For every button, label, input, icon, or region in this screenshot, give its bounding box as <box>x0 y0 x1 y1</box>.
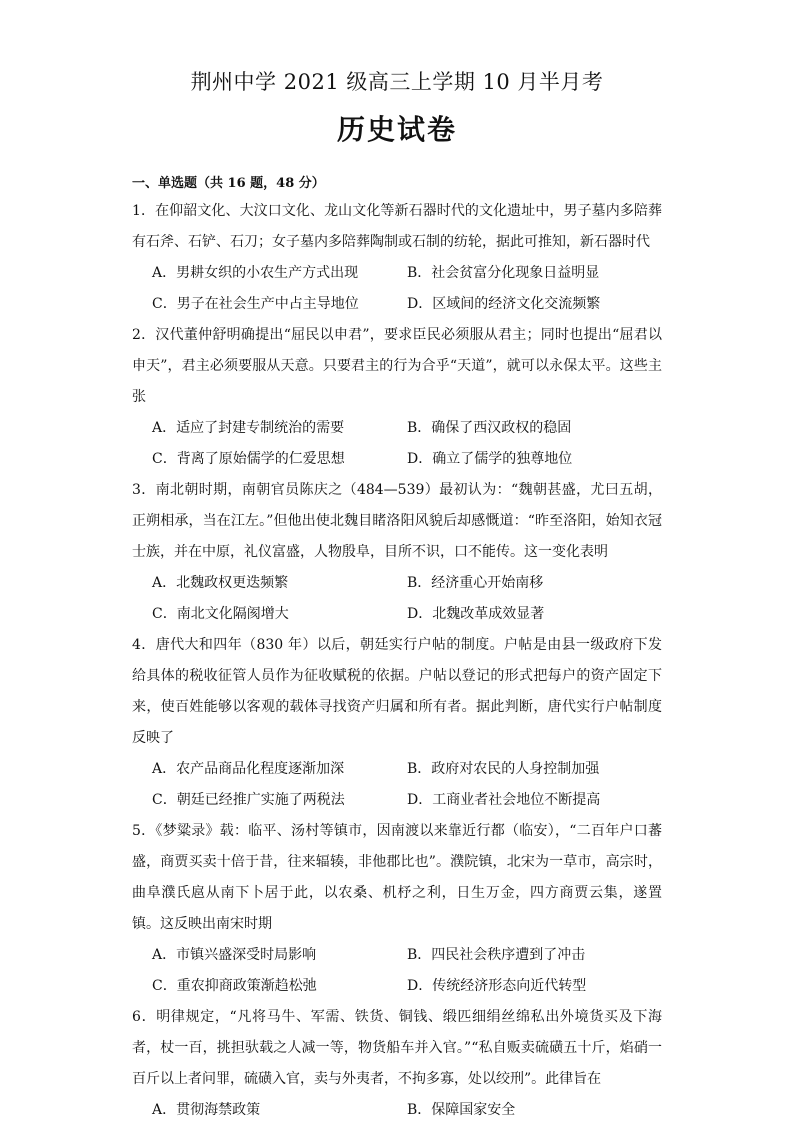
option-a: A．北魏政权更迭频繁 <box>152 575 289 591</box>
option-group <box>132 413 662 475</box>
exam-subject-title: 历史试卷 <box>336 113 457 146</box>
question-5 <box>132 816 662 1002</box>
option-d: D．区域间的经济文化交流频繁 <box>407 296 601 312</box>
option-group <box>132 258 662 320</box>
option-d: D．工商业者社会地位不断提高 <box>407 792 601 808</box>
option-a: A．农产品商品化程度逐渐加深 <box>152 761 345 777</box>
option-d: D．北魏改革成效显著 <box>407 606 545 622</box>
question-6 <box>132 1002 662 1126</box>
section-heading: 一、单选题（共 16 题，48 分） <box>132 176 325 191</box>
option-a: A．贯彻海禁政策 <box>152 1102 261 1118</box>
question-stem: 5．《梦粱录》载：临平、汤村等镇市，因南渡以来靠近行都（临安），“二百年户口蕃盛，商贾买卖十倍于昔，往来辐辏，非他郡比也”。濮院镇，北宋为一草市，高宗时，曲阜濮氏扈从南下卜居于此，以农桑、机杼之利，日生万金，四方商贾云集，遂置镇。这反映出南宋时期 <box>132 823 662 932</box>
option-c: C．重农抑商政策渐趋松弛 <box>152 978 317 994</box>
option-c: C．南北文化隔阂增大 <box>152 606 289 622</box>
question-2 <box>132 320 662 475</box>
option-a: A．市镇兴盛深受时局影响 <box>152 947 317 963</box>
question-stem: 1．在仰韶文化、大汶口文化、龙山文化等新石器时代的文化遗址中，男子墓内多陪葬有石斧、石铲、石刀；女子墓内多陪葬陶制或石制的纺轮，据此可推知，新石器时代 <box>132 203 662 250</box>
option-d: D．确立了儒学的独尊地位 <box>407 451 573 467</box>
question-stem: 3．南北朝时期，南朝官员陈庆之（484—539）最初认为：“魏朝甚盛，尤曰五胡，正朔相承，当在江左。”但他出使北魏目睹洛阳风貌后却感慨道：“昨至洛阳，始知衣冠士族，并在中原，礼仪富盛，人物殷阜，目所不识，口不能传。这一变化表明 <box>132 482 662 560</box>
option-group <box>132 754 662 816</box>
option-a: A．男耕女织的小农生产方式出现 <box>152 265 359 281</box>
option-b: B．保障国家安全 <box>407 1102 516 1118</box>
option-c: C．男子在社会生产中占主导地位 <box>152 296 359 312</box>
question-stem: 6．明律规定，“凡将马牛、军需、铁货、铜钱、缎匹细绢丝绵私出外境货买及下海者，杖一百，挑担驮载之人减一等，物货船车并入官。”“私自贩卖硫磺五十斤，焰硝一百斤以上者问罪，硫磺入官，卖与外夷者，不拘多寡，处以绞刑”。此律旨在 <box>132 1009 662 1087</box>
option-b: B．确保了西汉政权的稳固 <box>407 420 572 436</box>
option-b: B．社会贫富分化现象日益明显 <box>407 265 600 281</box>
option-a: A．适应了封建专制统治的需要 <box>152 420 345 436</box>
option-group <box>132 1095 662 1126</box>
option-c: C．背离了原始儒学的仁爱思想 <box>152 451 345 467</box>
option-group <box>132 568 662 630</box>
exam-title: 荆州中学 2021 级高三上学期 10 月半月考 <box>190 70 604 94</box>
question-4 <box>132 630 662 816</box>
question-1 <box>132 196 662 320</box>
question-stem: 4．唐代大和四年（830 年）以后，朝廷实行户帖的制度。户帖是由县一级政府下发给具体的税收征管人员作为征收赋税的依据。户帖以登记的形式把每户的资产固定下来，使百姓能够以客观的载体寻找资产归属和所有者。据此判断，唐代实行户帖制度反映了 <box>132 637 662 746</box>
option-b: B．政府对农民的人身控制加强 <box>407 761 600 777</box>
question-list <box>132 196 662 1126</box>
option-b: B．四民社会秩序遭到了冲击 <box>407 947 586 963</box>
question-stem: 2．汉代董仲舒明确提出“屈民以申君”，要求臣民必须服从君主；同时也提出“屈君以申天”，君主必须要服从天意。只要君主的行为合乎“天道”，就可以永保太平。这些主张 <box>132 327 662 405</box>
option-d: D．传统经济形态向近代转型 <box>407 978 587 994</box>
question-3 <box>132 475 662 630</box>
option-b: B．经济重心开始南移 <box>407 575 544 591</box>
option-c: C．朝廷已经推广实施了两税法 <box>152 792 345 808</box>
option-group <box>132 940 662 1002</box>
